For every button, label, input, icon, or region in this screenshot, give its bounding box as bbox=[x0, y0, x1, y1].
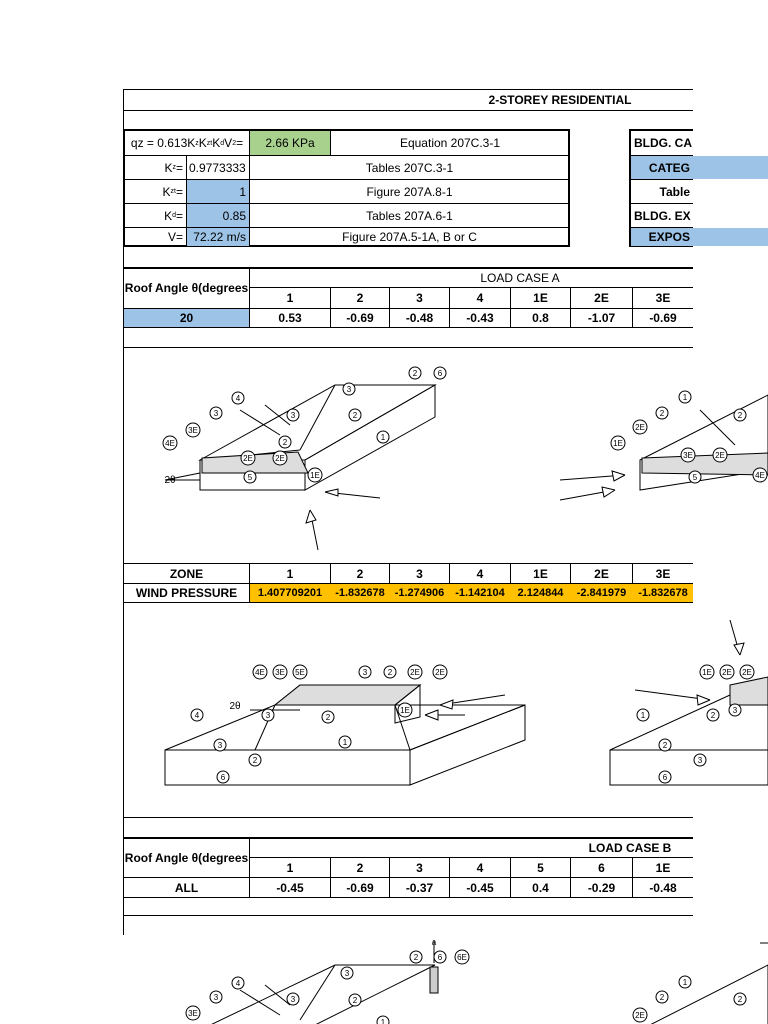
lcar-diag-label-1: 1 bbox=[682, 393, 688, 402]
lcar-diag-label-1e: 1E bbox=[613, 439, 623, 448]
v-ref: Figure 207A.5-1A, B or C bbox=[342, 230, 477, 244]
load-case-a-diagram bbox=[140, 355, 768, 555]
lca-zone-2: 2 bbox=[356, 291, 364, 305]
lca-diag-label-2e: 2E bbox=[243, 454, 253, 463]
lcb-coef-1e: -0.48 bbox=[649, 880, 677, 895]
d2r-label-1e: 1E bbox=[702, 668, 712, 677]
d3-label-4: 4 bbox=[235, 979, 241, 988]
wp-value-1: 1.407709201 bbox=[257, 586, 323, 599]
d2-label-2e: 2E bbox=[410, 668, 420, 677]
v-label: V= bbox=[167, 230, 183, 244]
lcar-diag-label-2e-b: 2E bbox=[715, 451, 725, 460]
d2-label-2b: 2 bbox=[325, 713, 331, 722]
page-title: 2-STOREY RESIDENTIAL bbox=[488, 93, 632, 107]
wp-zone-4: 4 bbox=[476, 566, 484, 581]
lca-diag-label-1a: 1 bbox=[380, 433, 386, 442]
lca-diag-label-3a: 3 bbox=[346, 385, 352, 394]
lca-diag-label-1e: 1E bbox=[310, 471, 320, 480]
lcb-coef-1: -0.45 bbox=[276, 880, 304, 895]
d2-label-4e: 4E bbox=[255, 668, 265, 677]
lca-coef-3: -0.48 bbox=[405, 311, 434, 325]
d2r-label-3: 3 bbox=[732, 706, 738, 715]
lcb-zone-1e: 1E bbox=[655, 860, 671, 875]
d2-label-5e: 5E bbox=[295, 668, 305, 677]
lca-zone-3: 3 bbox=[416, 291, 423, 305]
lcar-diag-label-5: 5 bbox=[692, 473, 698, 482]
wp-zone-2: 2 bbox=[356, 566, 364, 581]
lcar-diag-label-2: 2 bbox=[659, 409, 665, 418]
wp-value-2: -1.832678 bbox=[335, 586, 385, 599]
lca-coef-4: -0.43 bbox=[466, 311, 494, 325]
d3r-label-2: 2 bbox=[659, 993, 665, 1002]
lcb-zone-4: 4 bbox=[476, 860, 484, 875]
qz-value[interactable]: 2.66 KPa bbox=[265, 136, 315, 150]
title-row-bottom bbox=[123, 110, 693, 111]
lca-coef-3e: -0.69 bbox=[649, 311, 677, 325]
d3r-label-2e: 2E bbox=[635, 1011, 645, 1020]
categ-label: CATEG bbox=[648, 160, 690, 175]
lca-coef-2e: -1.07 bbox=[587, 311, 616, 325]
d3r-label-1: 1 bbox=[682, 978, 688, 987]
lcb-coef-6: -0.29 bbox=[587, 880, 616, 895]
d2-label-1e: 1E bbox=[400, 706, 410, 715]
d2-label-3e: 3E bbox=[275, 668, 285, 677]
lca-zone-1e: 1E bbox=[533, 291, 548, 305]
v-value[interactable]: 72.22 m/s bbox=[193, 230, 246, 244]
d2-label-6: 6 bbox=[220, 773, 226, 782]
wp-value-4: -1.142104 bbox=[455, 586, 505, 599]
d2-label-3c: 3 bbox=[217, 741, 223, 750]
d3-label-2b: 2 bbox=[352, 996, 358, 1005]
lcb-coef-2: -0.69 bbox=[346, 880, 374, 895]
lca-roof-angle-label: Roof Angle θ(degrees bbox=[124, 281, 249, 295]
wp-zone-2e: 2E bbox=[594, 566, 609, 581]
lcb-coef-4: -0.45 bbox=[466, 880, 494, 895]
lcar-diag-label-2e: 2E bbox=[635, 423, 645, 432]
d3-label-3c: 3 bbox=[213, 993, 219, 1002]
lca-zone-3e: 3E bbox=[655, 291, 671, 305]
wp-zone-3: 3 bbox=[416, 566, 423, 581]
table-label: Table bbox=[659, 184, 690, 199]
d3-label-6e: 6E bbox=[457, 953, 467, 962]
d2r-label-2e-b: 2E bbox=[742, 668, 752, 677]
lca-coef-1: 0.53 bbox=[278, 311, 302, 325]
d3-label-3e: 3E bbox=[188, 1009, 198, 1018]
d3-label-3: 3 bbox=[344, 969, 350, 978]
kd-label: K d = bbox=[164, 208, 183, 223]
lca-diag-label-4a: 4 bbox=[235, 394, 241, 403]
wp-zone-1e: 1E bbox=[533, 566, 548, 581]
wp-zone-1: 1 bbox=[286, 566, 294, 581]
d2r-label-2: 2 bbox=[710, 711, 716, 720]
wp-value-1e: 2.124844 bbox=[517, 586, 564, 599]
kzt-value[interactable]: 1 bbox=[239, 184, 246, 199]
lcb-roof-angle-label: Roof Angle θ(degrees bbox=[124, 850, 249, 865]
d3-label-3b: 3 bbox=[290, 995, 296, 1004]
wp-zone-3e: 3E bbox=[655, 566, 671, 581]
kzt-label: K zt = bbox=[162, 184, 183, 199]
wind-pressure-label: WIND PRESSURE bbox=[135, 586, 238, 600]
lcb-zone-1: 1 bbox=[286, 860, 294, 875]
d2-label-3: 3 bbox=[362, 668, 368, 677]
d3-label-a: a bbox=[431, 938, 437, 947]
d2-label-2e-b: 2E bbox=[435, 668, 445, 677]
lcb-coef-5: 0.4 bbox=[532, 880, 549, 895]
d2-label-2: 2 bbox=[387, 668, 393, 677]
d3-label-6: 6 bbox=[437, 953, 443, 962]
lcb-zone-5: 5 bbox=[537, 860, 544, 875]
d2-angle: 2θ bbox=[229, 701, 241, 712]
lca-diag-label-2c: 2 bbox=[282, 438, 288, 447]
wp-value-2e: -2.841979 bbox=[576, 586, 627, 599]
kz-value[interactable]: 0.9773333 bbox=[189, 160, 246, 175]
kd-ref: Tables 207A.6-1 bbox=[366, 208, 453, 223]
lca-title: LOAD CASE A bbox=[480, 270, 560, 285]
lca-angle[interactable]: 20 bbox=[179, 311, 194, 325]
lcar-diag-label-3e: 3E bbox=[683, 451, 693, 460]
lcar-diag-label-4e: 4E bbox=[755, 471, 765, 480]
lcar-diag-label-2b: 2 bbox=[737, 411, 743, 420]
lca-diag-label-3e: 3E bbox=[188, 426, 198, 435]
lcb-title: LOAD CASE B bbox=[588, 841, 672, 855]
d2r-label-6: 6 bbox=[662, 773, 668, 782]
lca-zone-2e: 2E bbox=[594, 291, 609, 305]
d3-label-1: 1 bbox=[380, 1018, 386, 1024]
lcb-zone-3: 3 bbox=[416, 860, 423, 875]
d2-label-3b: 3 bbox=[265, 711, 271, 720]
bldg-exp-label: BLDG. EX bbox=[634, 208, 691, 223]
lcb-coef-3: -0.37 bbox=[405, 880, 434, 895]
lca-zone-4: 4 bbox=[476, 291, 484, 305]
lca-diag-label-2e-b: 2E bbox=[275, 454, 285, 463]
lcb-zone-6: 6 bbox=[598, 860, 605, 875]
lca-diag-label-3b: 3 bbox=[290, 411, 296, 420]
lcb-zone-2: 2 bbox=[356, 860, 364, 875]
d2-label-4: 4 bbox=[194, 711, 200, 720]
lca-zone-1: 1 bbox=[286, 291, 294, 305]
lca-diag-label-4e: 4E bbox=[165, 439, 175, 448]
qz-label: qz = 0.613K z K zt K d V 2 = bbox=[130, 136, 244, 150]
zone-label: ZONE bbox=[169, 566, 204, 581]
load-case-a-transverse-diagram bbox=[140, 605, 768, 815]
lca-diag-label-6a: 6 bbox=[437, 369, 443, 378]
kz-ref: Tables 207C.3-1 bbox=[365, 160, 454, 175]
lcb-angle[interactable]: ALL bbox=[174, 880, 199, 895]
d3r-label-2b: 2 bbox=[737, 995, 743, 1004]
lca-diag-label-2a: 2 bbox=[412, 369, 418, 378]
wp-value-3: -1.274906 bbox=[394, 586, 445, 599]
lca-coef-1e: 0.8 bbox=[532, 311, 549, 325]
bldg-cat-label: BLDG. CA bbox=[634, 136, 692, 150]
d2-label-1: 1 bbox=[342, 738, 348, 747]
load-case-b-diagram bbox=[140, 935, 768, 1024]
lca-coef-2: -0.69 bbox=[346, 311, 374, 325]
expos-label: EXPOS bbox=[648, 230, 690, 244]
sheet-top-border bbox=[123, 89, 693, 90]
qz-ref: Equation 207C.3-1 bbox=[399, 136, 501, 150]
lca-diag-label-2b: 2 bbox=[352, 411, 358, 420]
lca-diag-label-3c: 3 bbox=[213, 409, 219, 418]
lca-diag-angle: 2θ bbox=[164, 475, 176, 486]
d2r-label-1: 1 bbox=[640, 711, 646, 720]
lca-diag-label-5: 5 bbox=[247, 473, 253, 482]
kd-value[interactable]: 0.85 bbox=[222, 208, 246, 223]
kzt-ref: Figure 207A.8-1 bbox=[366, 184, 453, 199]
kz-label: K z = bbox=[164, 160, 183, 175]
d2-label-2c: 2 bbox=[252, 756, 258, 765]
d2r-label-2e: 2E bbox=[722, 668, 732, 677]
d3-label-2: 2 bbox=[413, 953, 419, 962]
wp-value-3e: -1.832678 bbox=[638, 586, 688, 599]
d2r-label-3b: 3 bbox=[697, 756, 703, 765]
d2r-label-2b: 2 bbox=[662, 741, 668, 750]
